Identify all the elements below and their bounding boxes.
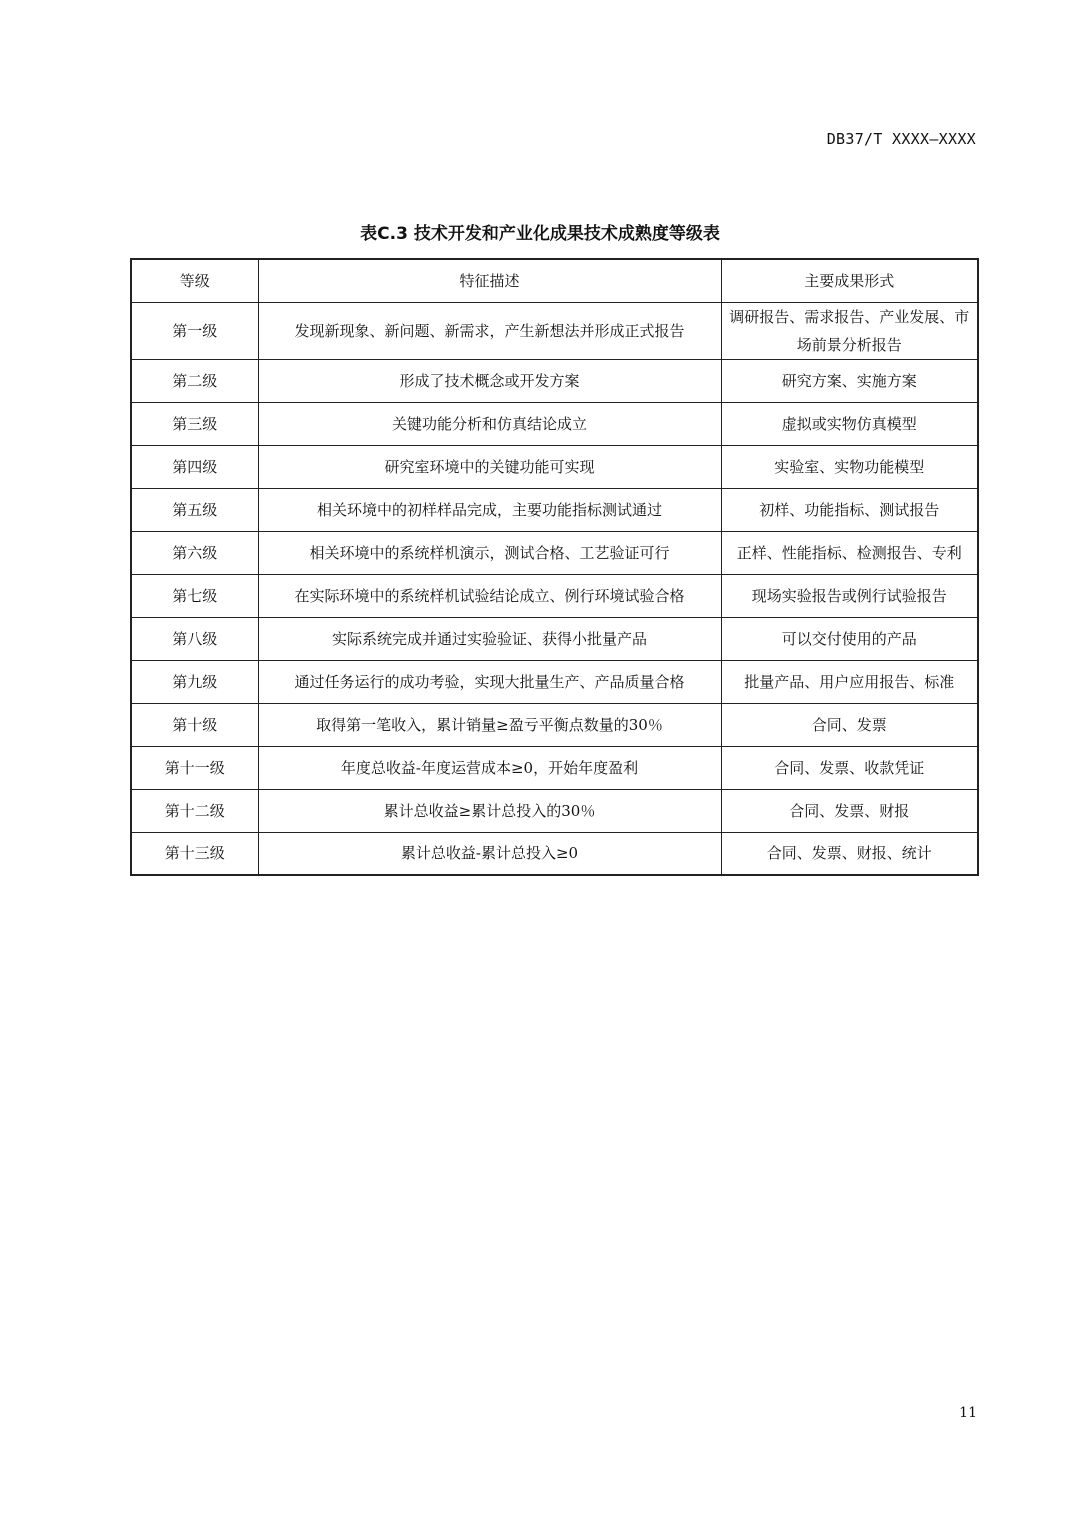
table-row: [131, 746, 978, 789]
description-cell: 关键功能分析和仿真结论成立: [258, 402, 721, 445]
description-cell: 相关环境中的系统样机演示，测试合格、工艺验证可行: [258, 531, 721, 574]
level-cell: 第四级: [131, 445, 258, 488]
level-cell: 第二级: [131, 359, 258, 402]
table-row: [131, 488, 978, 531]
table-row: [131, 302, 978, 359]
outputs-cell: 现场实验报告或例行试验报告: [721, 574, 978, 617]
description-cell: 研究室环境中的关键功能可实现: [258, 445, 721, 488]
page-number: 11: [959, 1405, 977, 1421]
document-code: DB37/T XXXX—XXXX: [826, 130, 976, 148]
description-cell: 相关环境中的初样样品完成，主要功能指标测试通过: [258, 488, 721, 531]
outputs-cell: 初样、功能指标、测试报告: [721, 488, 978, 531]
description-cell: 发现新现象、新问题、新需求，产生新想法并形成正式报告: [258, 302, 721, 359]
level-cell: 第七级: [131, 574, 258, 617]
outputs-cell: 可以交付使用的产品: [721, 617, 978, 660]
description-cell: 在实际环境中的系统样机试验结论成立、例行环境试验合格: [258, 574, 721, 617]
level-cell: 第十级: [131, 703, 258, 746]
description-cell: 取得第一笔收入，累计销量≥盈亏平衡点数量的30％: [258, 703, 721, 746]
level-cell: 第八级: [131, 617, 258, 660]
outputs-cell: 虚拟或实物仿真模型: [721, 402, 978, 445]
level-cell: 第三级: [131, 402, 258, 445]
level-cell: 第五级: [131, 488, 258, 531]
level-cell: 第一级: [131, 302, 258, 359]
level-cell: 第六级: [131, 531, 258, 574]
table-row: [131, 402, 978, 445]
table-row: [131, 703, 978, 746]
outputs-cell: 合同、发票、收款凭证: [721, 746, 978, 789]
table-row: [131, 359, 978, 402]
table-row: [131, 445, 978, 488]
description-cell: 累计总收益-累计总投入≥0: [258, 832, 721, 875]
table-row: [131, 789, 978, 832]
outputs-cell: 合同、发票、财报: [721, 789, 978, 832]
outputs-cell: 研究方案、实施方案: [721, 359, 978, 402]
description-cell: 年度总收益-年度运营成本≥0，开始年度盈利: [258, 746, 721, 789]
outputs-cell: 合同、发票: [721, 703, 978, 746]
table-header-row: [131, 259, 978, 302]
table-title: 表C.3 技术开发和产业化成果技术成熟度等级表: [360, 224, 720, 244]
outputs-cell: 合同、发票、财报、统计: [721, 832, 978, 875]
outputs-cell: 批量产品、用户应用报告、标准: [721, 660, 978, 703]
column-header-level: 等级: [131, 259, 258, 302]
table-row: [131, 832, 978, 875]
level-cell: 第十二级: [131, 789, 258, 832]
column-header-description: 特征描述: [258, 259, 721, 302]
level-cell: 第九级: [131, 660, 258, 703]
outputs-cell: 调研报告、需求报告、产业发展、市场前景分析报告: [721, 302, 978, 359]
table-row: [131, 617, 978, 660]
description-cell: 通过任务运行的成功考验，实现大批量生产、产品质量合格: [258, 660, 721, 703]
column-header-outputs: 主要成果形式: [721, 259, 978, 302]
outputs-cell: 正样、性能指标、检测报告、专利: [721, 531, 978, 574]
table-row: [131, 531, 978, 574]
table-row: [131, 574, 978, 617]
description-cell: 实际系统完成并通过实验验证、获得小批量产品: [258, 617, 721, 660]
level-cell: 第十一级: [131, 746, 258, 789]
level-cell: 第十三级: [131, 832, 258, 875]
outputs-cell: 实验室、实物功能模型: [721, 445, 978, 488]
description-cell: 累计总收益≥累计总投入的30％: [258, 789, 721, 832]
table-row: [131, 660, 978, 703]
description-cell: 形成了技术概念或开发方案: [258, 359, 721, 402]
maturity-grade-table: [130, 258, 979, 876]
